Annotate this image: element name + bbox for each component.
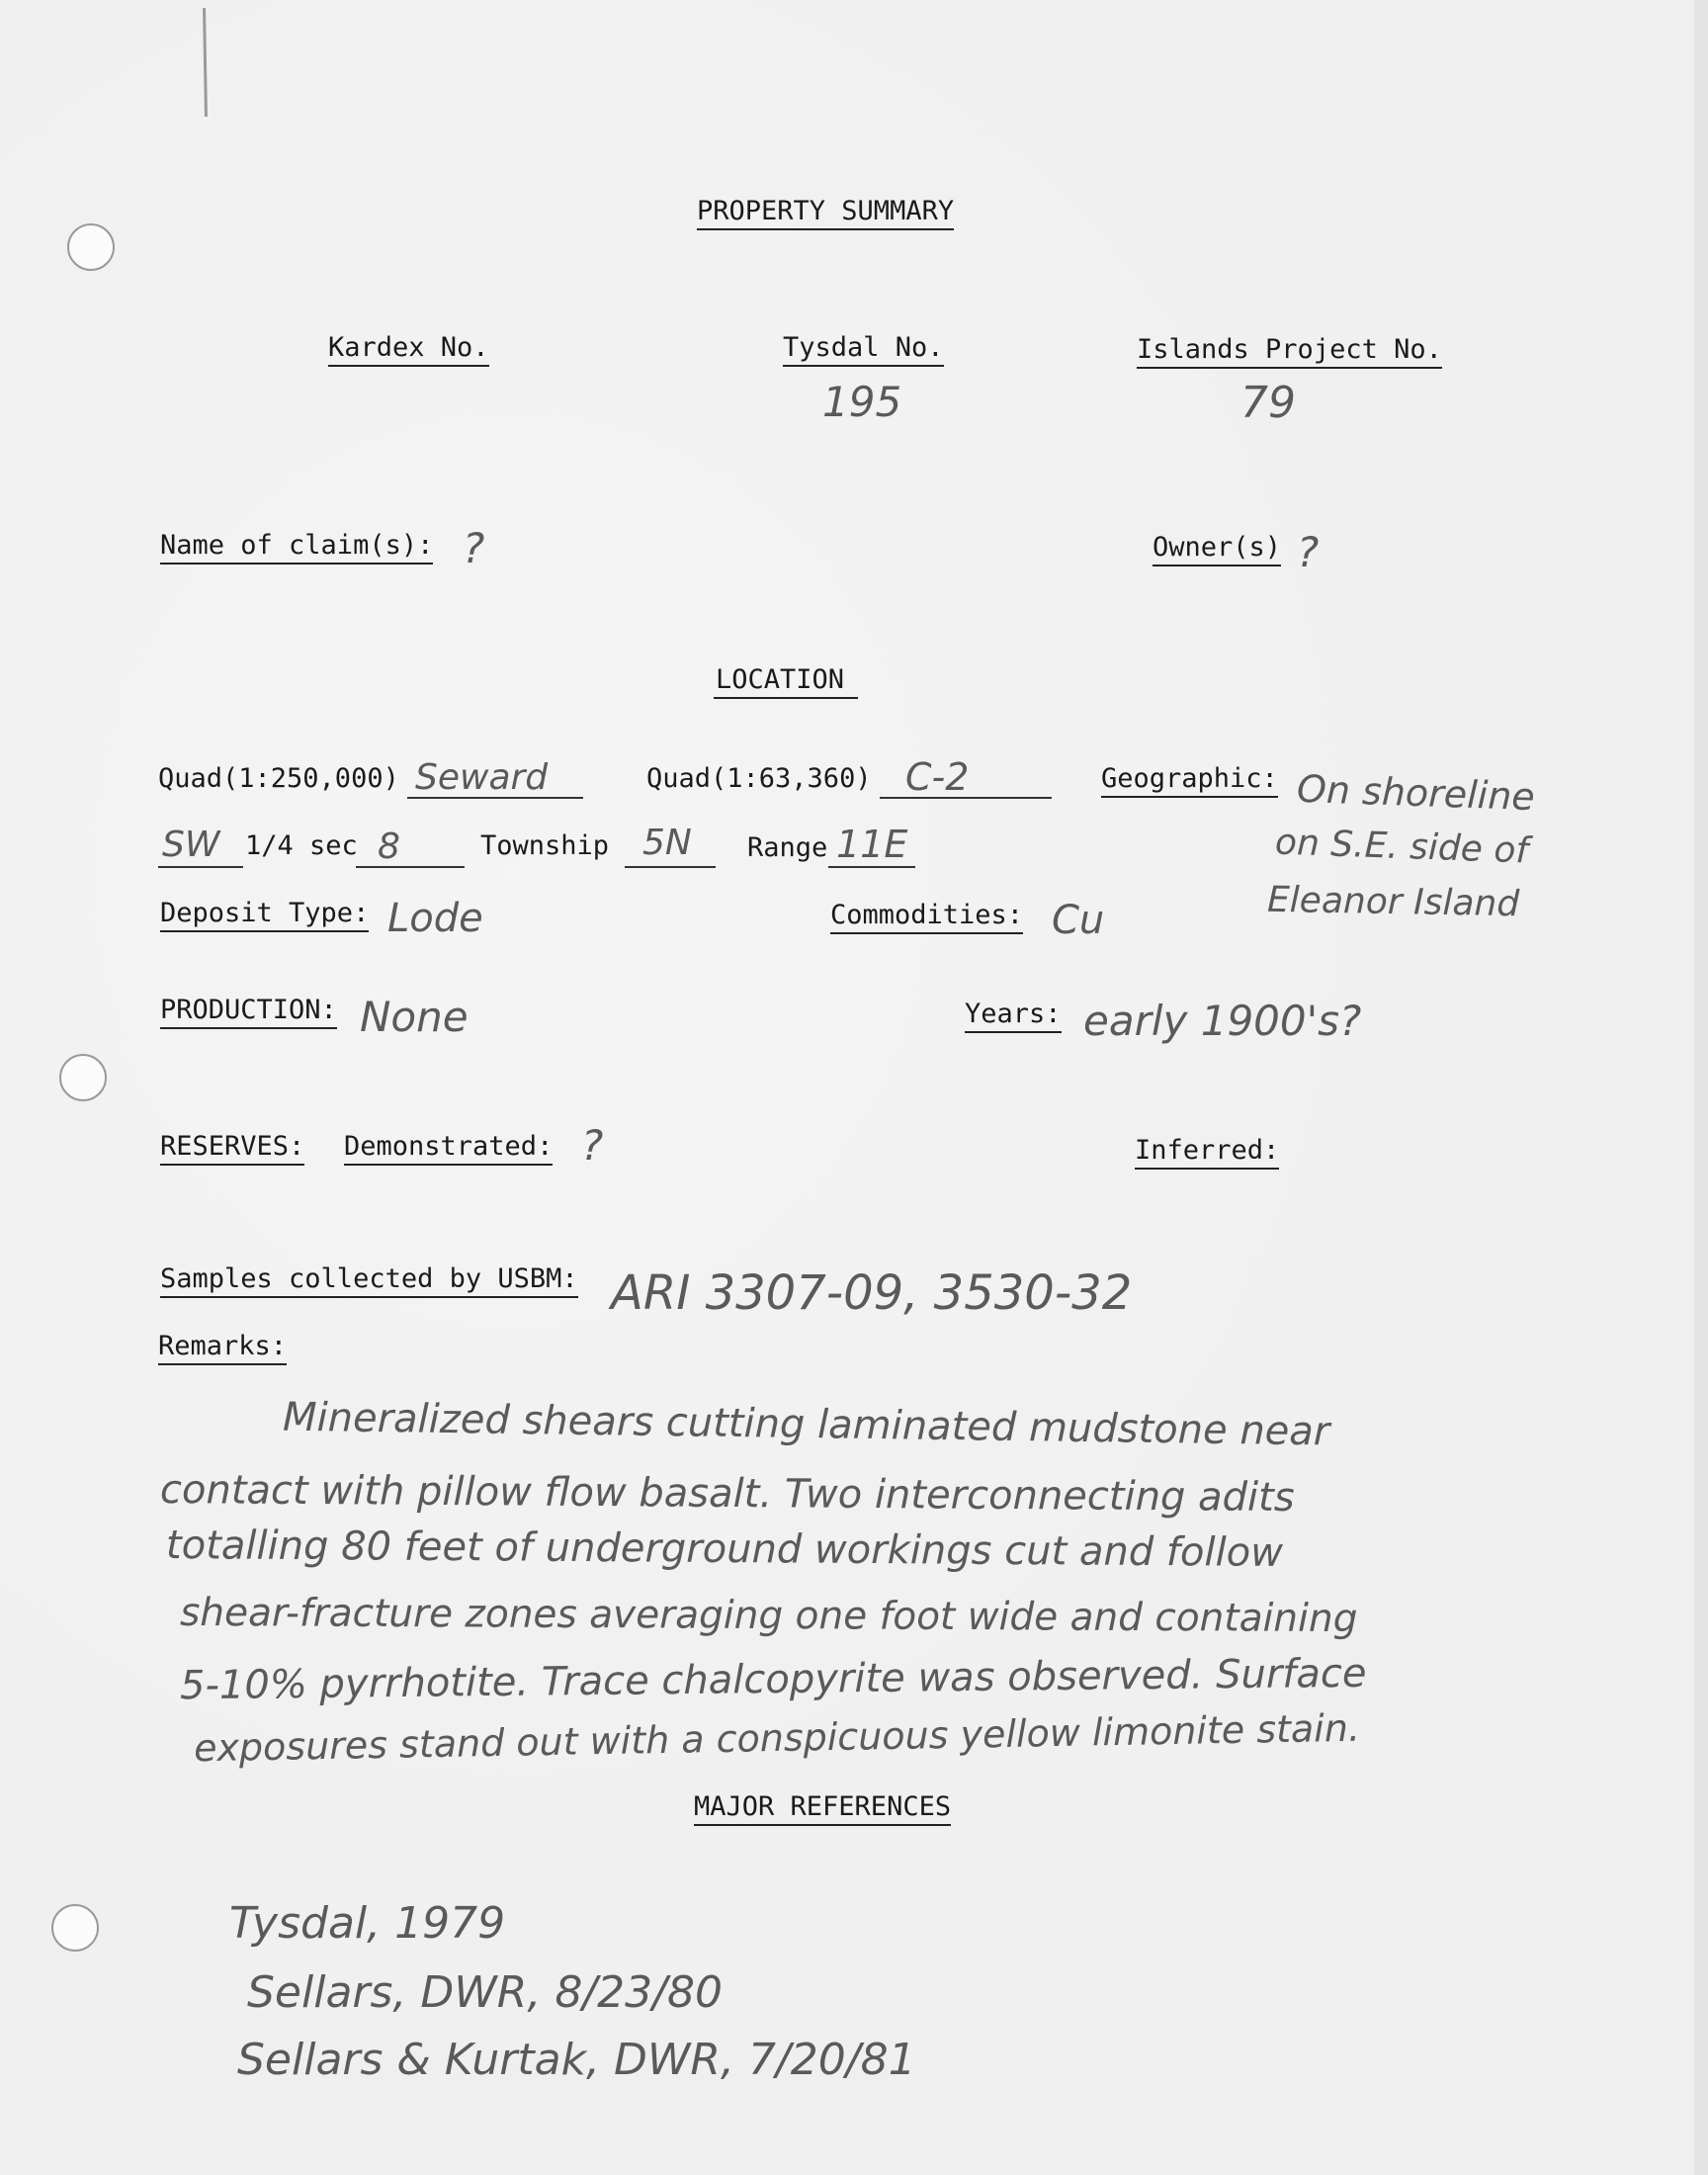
years-value: early 1900's? [1083, 997, 1362, 1045]
quad63-label: Quad(1:63,360) [646, 763, 872, 794]
quarter-sec-label: 1/4 sec [245, 830, 358, 861]
quad250-label: Quad(1:250,000) [158, 763, 399, 794]
owner-label: Owner(s) [1153, 532, 1281, 566]
punch-hole-middle [59, 1054, 107, 1101]
demonstrated-value: ? [581, 1121, 604, 1170]
samples-value: ARI 3307-09, 3530-32 [611, 1265, 1133, 1321]
remarks-line-5: 5-10% pyrrhotite. Trace chalcopyrite was observed. Surface [179, 1650, 1367, 1709]
margin-mark [203, 8, 208, 117]
punch-hole-top [67, 223, 115, 271]
production-value: None [360, 993, 469, 1041]
references-heading: MAJOR REFERENCES [694, 1791, 951, 1826]
islands-value: 79 [1240, 378, 1296, 428]
tysdal-value: 195 [822, 378, 902, 426]
demonstrated-label: Demonstrated: [344, 1131, 553, 1166]
production-label: PRODUCTION: [160, 995, 337, 1029]
quad250-value: Seward [415, 757, 549, 798]
remarks-line-2: contact with pillow flow basalt. Two interconnecting adits [159, 1466, 1295, 1522]
deposit-type-value: Lode [387, 896, 483, 941]
owner-value: ? [1297, 528, 1320, 576]
quarter-underline [158, 866, 243, 868]
reserves-label: RESERVES: [160, 1131, 304, 1166]
reference-3: Sellars & Kurtak, DWR, 7/20/81 [237, 2035, 916, 2085]
commodities-value: Cu [1052, 898, 1105, 943]
geographic-line-2: on S.E. side of [1274, 822, 1529, 872]
sec-underline [356, 866, 465, 868]
remarks-line-1: Mineralized shears cutting laminated mudstone near [282, 1394, 1330, 1455]
remarks-line-6: exposures stand out with a conspicuous yellow limonite stain. [193, 1705, 1361, 1771]
claim-name-label: Name of claim(s): [160, 530, 433, 565]
remarks-line-4: shear-fracture zones averaging one foot wide and containing [179, 1590, 1358, 1642]
township-label: Township [480, 830, 610, 861]
samples-label: Samples collected by USBM: [160, 1263, 578, 1298]
location-heading: LOCATION [714, 664, 858, 699]
reference-1: Tysdal, 1979 [229, 1898, 506, 1949]
geographic-line-1: On shoreline [1296, 766, 1536, 820]
quad63-value: C-2 [905, 755, 970, 799]
page-title: PROPERTY SUMMARY [697, 196, 954, 230]
sec-value: 8 [378, 826, 400, 867]
years-label: Years: [965, 999, 1062, 1033]
township-value: 5N [642, 823, 692, 863]
punch-hole-bottom [51, 1904, 99, 1952]
deposit-type-label: Deposit Type: [160, 898, 369, 932]
tysdal-label: Tysdal No. [783, 332, 944, 367]
islands-label: Islands Project No. [1137, 334, 1442, 369]
range-label: Range [747, 832, 828, 863]
page-edge [1694, 0, 1708, 2175]
township-underline [625, 866, 716, 868]
geographic-label: Geographic: [1101, 763, 1278, 798]
remarks-line-3: totalling 80 feet of underground workings cut and follow [165, 1522, 1284, 1576]
claim-name-value: ? [463, 524, 485, 572]
quarter-value: SW [162, 825, 220, 865]
kardex-label: Kardex No. [328, 332, 489, 367]
range-underline [828, 866, 915, 868]
range-value: 11E [836, 823, 908, 866]
geographic-line-3: Eleanor Island [1266, 879, 1520, 925]
remarks-label: Remarks: [158, 1331, 287, 1365]
reference-2: Sellars, DWR, 8/23/80 [247, 1967, 723, 2018]
commodities-label: Commodities: [830, 900, 1023, 934]
inferred-label: Inferred: [1135, 1135, 1279, 1170]
